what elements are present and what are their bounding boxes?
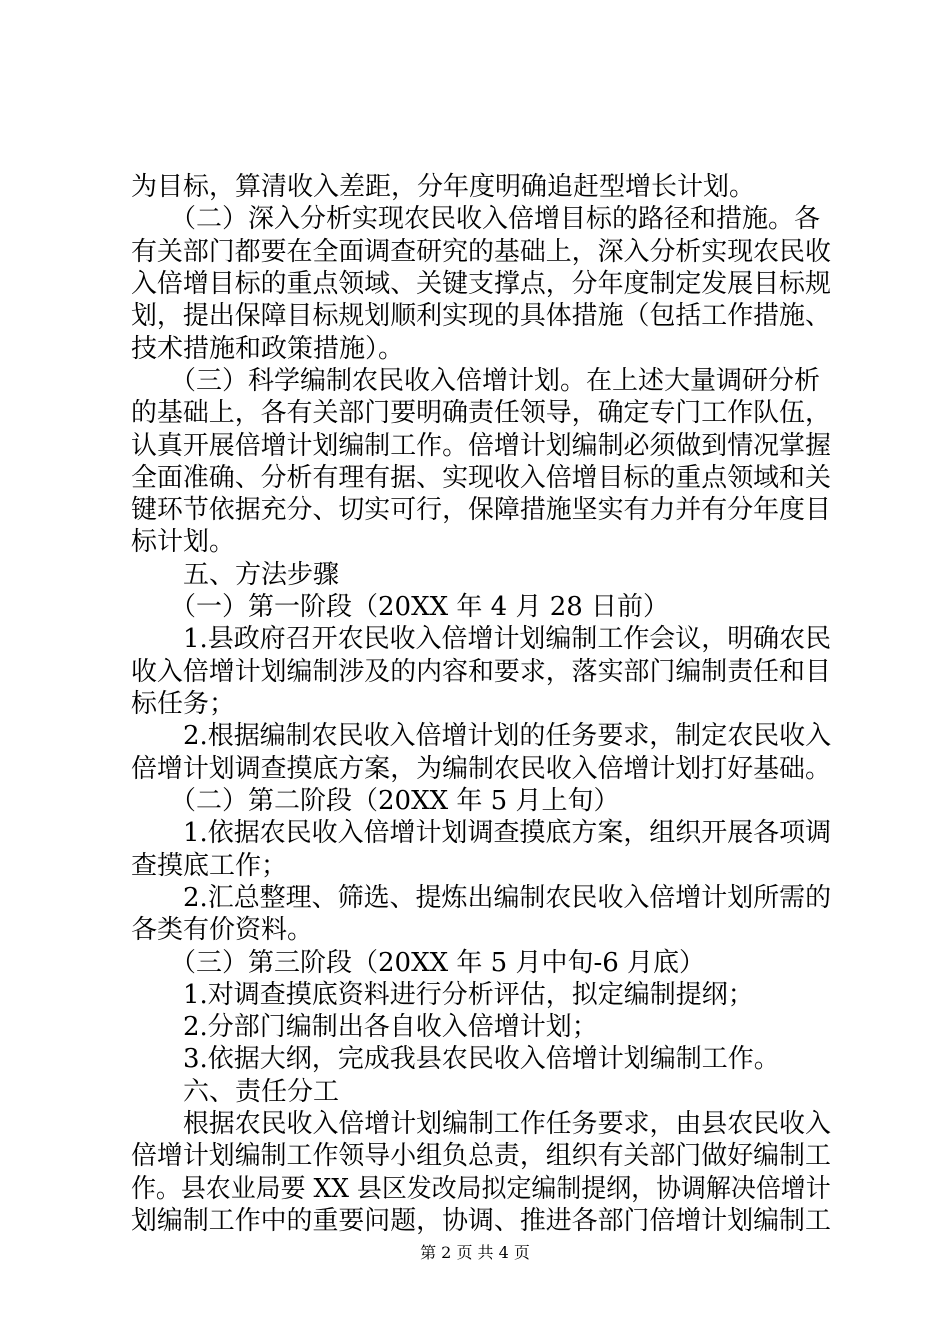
text-line: 入倍增目标的重点领域、关键支撑点，分年度制定发展目标规	[131, 269, 831, 299]
section-heading: 五、方法步骤	[131, 560, 340, 590]
stage-heading: （三）第三阶段（20XX 年 5 月中旬-6 月底）	[131, 948, 706, 978]
stage-heading: （二）第二阶段（20XX 年 5 月上旬）	[131, 786, 620, 816]
text-line: 2.汇总整理、筛选、提炼出编制农民收入倍增计划所需的	[131, 883, 832, 913]
text-line: 作。县农业局要 XX 县区发改局拟定编制提纲，协调解决倍增计	[131, 1174, 831, 1204]
text-line: 根据农民收入倍增计划编制工作任务要求，由县农民收入	[131, 1109, 831, 1139]
text-line: 各类有价资料。	[131, 915, 314, 945]
text-line: 1.县政府召开农民收入倍增计划编制工作会议，明确农民	[131, 624, 832, 654]
text-line: （三）科学编制农民收入倍增计划。在上述大量调研分析	[131, 366, 821, 396]
text-line: 标计划。	[131, 527, 236, 557]
text-line: 倍增计划编制工作领导小组负总责，组织有关部门做好编制工	[131, 1141, 831, 1171]
text-line: 查摸底工作；	[131, 851, 288, 881]
text-line: 全面准确、分析有理有据、实现收入倍增目标的重点领域和关	[131, 463, 831, 493]
text-line: 2.分部门编制出各自收入倍增计划；	[131, 1012, 598, 1042]
page-footer: 第 2 页 共 4 页	[420, 1243, 530, 1262]
text-line: 1.对调查摸底资料进行分析评估，拟定编制提纲；	[131, 980, 754, 1010]
text-line: 收入倍增计划编制涉及的内容和要求，落实部门编制责任和目	[131, 657, 831, 687]
text-line: （二）深入分析实现农民收入倍增目标的路径和措施。各	[131, 204, 821, 234]
text-line: 划编制工作中的重要问题，协调、推进各部门倍增计划编制工	[131, 1206, 831, 1236]
text-line: 认真开展倍增计划编制工作。倍增计划编制必须做到情况掌握	[131, 431, 831, 461]
text-line: 倍增计划调查摸底方案，为编制农民收入倍增计划打好基础。	[131, 754, 831, 784]
text-line: 划，提出保障目标规划顺利实现的具体措施（包括工作措施、	[131, 301, 831, 331]
stage-heading: （一）第一阶段（20XX 年 4 月 28 日前）	[131, 592, 670, 622]
text-line: 有关部门都要在全面调查研究的基础上，深入分析实现农民收	[131, 237, 831, 267]
text-line: 为目标，算清收入差距，分年度明确追赶型增长计划。	[131, 172, 756, 202]
text-line: 3.依据大纲，完成我县农民收入倍增计划编制工作。	[131, 1044, 780, 1074]
text-line: 1.依据农民收入倍增计划调查摸底方案，组织开展各项调	[131, 818, 832, 848]
text-line: 2.根据编制农民收入倍增计划的任务要求，制定农民收入	[131, 721, 832, 751]
text-line: 的基础上，各有关部门要明确责任领导，确定专门工作队伍，	[131, 398, 831, 428]
text-line: 标任务；	[131, 689, 236, 719]
text-line: 键环节依据充分、切实可行，保障措施坚实有力并有分年度目	[131, 495, 831, 525]
section-heading: 六、责任分工	[131, 1077, 340, 1107]
text-line: 技术措施和政策措施）。	[131, 334, 405, 364]
